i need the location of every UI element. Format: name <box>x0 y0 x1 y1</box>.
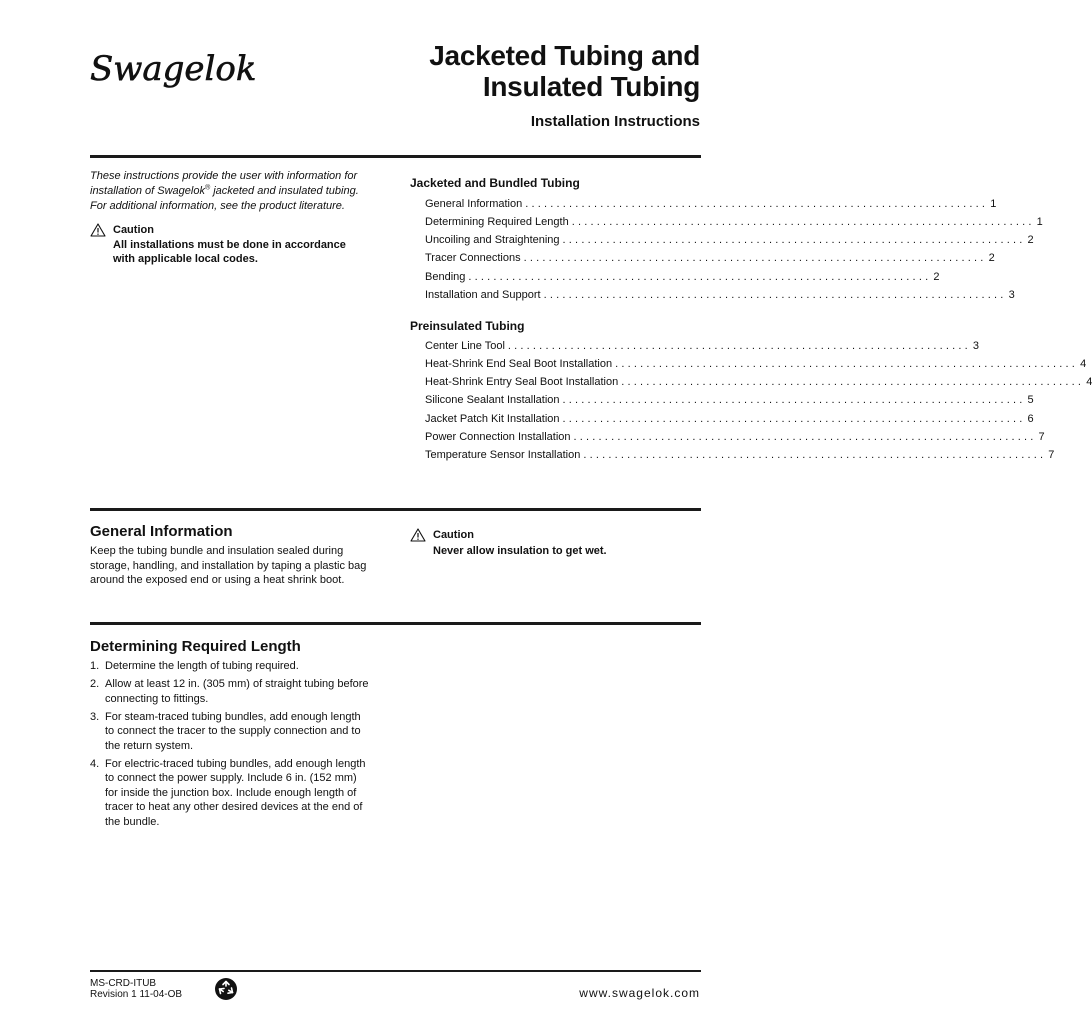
toc-leader-dots: .......................................................................... <box>621 376 1085 389</box>
toc-entry[interactable] <box>425 412 1034 431</box>
toc-entry[interactable] <box>425 270 940 289</box>
intro-line-1: These instructions provide the user with information for <box>90 170 358 182</box>
toc-heading-preinsulated: Preinsulated Tubing <box>410 319 525 333</box>
step-text-line: For electric-traced tubing bundles, add enough length <box>105 757 366 770</box>
recycle-icon <box>214 977 238 1001</box>
toc-list-preinsulated <box>425 340 1092 467</box>
toc-entry-page: 2 <box>1027 234 1034 247</box>
caution-text-line-2: with applicable local codes. <box>113 253 258 265</box>
list-item <box>90 757 390 830</box>
intro-line-2 <box>90 184 380 199</box>
section-title-general-information: General Information <box>90 523 233 540</box>
step-number: 4. <box>90 757 100 770</box>
caution-text-line-1: All installations must be done in accordance <box>113 238 346 251</box>
step-text-line: to connect the tracer to the supply connection and to <box>105 725 361 737</box>
step-number: 3. <box>90 710 100 723</box>
swagelok-logo-mark <box>88 44 257 94</box>
toc-entry-label: Jacket Patch Kit Installation <box>425 412 560 425</box>
footer-divider <box>90 970 701 972</box>
toc-entry-label: Uncoiling and Straightening <box>425 234 560 247</box>
toc-entry-page: 7 <box>1038 430 1045 443</box>
document-code-line-1: MS-CRD-ITUB <box>90 978 157 989</box>
website-link[interactable]: www.swagelok.com <box>579 986 700 1000</box>
step-text-line: the return system. <box>105 739 194 752</box>
toc-leader-dots: .......................................................................... <box>468 270 932 283</box>
intro-line-2-end: jacketed and insulated tubing. <box>210 185 359 197</box>
toc-leader-dots: .......................................................................... <box>583 448 1047 461</box>
list-item <box>90 659 390 674</box>
general-information-paragraph <box>90 544 390 588</box>
toc-entry[interactable] <box>425 252 995 270</box>
intro-paragraph <box>90 169 380 214</box>
step-number: 2. <box>90 678 100 690</box>
caution-label: Caution <box>113 224 154 236</box>
caution-label: Caution <box>433 529 474 541</box>
toc-entry-page: 3 <box>972 340 979 352</box>
toc-entry[interactable] <box>425 358 1087 376</box>
step-number: 1. <box>90 660 100 672</box>
step-text-line: to connect the power supply. Include 6 in. (152 mm) <box>105 772 357 784</box>
document-title <box>280 40 700 102</box>
warning-triangle-icon <box>90 223 106 237</box>
toc-entry[interactable] <box>425 198 997 216</box>
section-divider-required-length <box>90 622 701 625</box>
general-information-line-3: around the exposed end or using a heat shrink boot. <box>90 574 345 586</box>
toc-entry-page: 2 <box>933 270 940 283</box>
toc-entry-label: Heat-Shrink End Seal Boot Installation <box>425 358 613 371</box>
toc-entry[interactable] <box>425 376 1092 394</box>
toc-entry-page: 3 <box>1008 288 1015 301</box>
toc-entry-label: Center Line Tool <box>425 340 505 352</box>
intro-line-2-start: installation of Swagelok <box>90 185 205 197</box>
intro-caution <box>90 223 390 267</box>
toc-leader-dots: .......................................................................... <box>562 394 1026 407</box>
toc-entry-label: Tracer Connections <box>425 252 521 265</box>
toc-entry-label: Bending <box>425 270 466 283</box>
logo-wordmark: Swagelok <box>90 49 257 89</box>
general-information-line-1: Keep the tubing bundle and insulation sealed during <box>90 545 344 557</box>
general-information-caution <box>410 528 700 558</box>
toc-entry-label: Power Connection Installation <box>425 430 571 443</box>
toc-leader-dots: .......................................................................... <box>543 288 1007 301</box>
toc-entry-label: Determining Required Length <box>425 216 569 229</box>
toc-entry[interactable] <box>425 340 979 358</box>
toc-entry-page: 6 <box>1027 412 1034 425</box>
registered-mark: ® <box>204 184 211 192</box>
section-divider-general <box>90 508 701 511</box>
document-title-line-2: Insulated Tubing <box>482 71 700 102</box>
list-item <box>90 677 390 706</box>
required-length-steps <box>90 659 390 833</box>
toc-list-jacketed <box>425 198 1043 307</box>
toc-leader-dots: .......................................................................... <box>562 234 1026 247</box>
section-title-required-length: Determining Required Length <box>90 638 301 655</box>
document-code <box>90 978 182 1000</box>
document-revision: Revision 1 11-04-OB <box>90 989 183 1000</box>
toc-entry[interactable] <box>425 394 1034 412</box>
document-subtitle: Installation Instructions <box>530 113 700 130</box>
toc-entry[interactable] <box>425 216 1043 234</box>
toc-leader-dots: .......................................................................... <box>523 252 987 265</box>
header-divider <box>90 155 701 158</box>
step-text-line: Determine the length of tubing required. <box>105 660 299 672</box>
toc-entry-page: 1 <box>990 198 997 210</box>
step-text-line: Allow at least 12 in. (305 mm) of straight tubing before <box>105 678 369 690</box>
toc-entry-page: 7 <box>1048 448 1055 461</box>
toc-entry-page: 2 <box>988 252 995 265</box>
toc-entry[interactable] <box>425 448 1055 467</box>
toc-entry[interactable] <box>425 430 1045 449</box>
toc-entry-page: 1 <box>1036 216 1043 229</box>
toc-leader-dots: .......................................................................... <box>573 430 1037 443</box>
toc-entry-page: 5 <box>1027 394 1034 407</box>
caution-text: Never allow insulation to get wet. <box>433 544 607 557</box>
step-text-line: for inside the junction box. Include enough length of <box>105 786 357 799</box>
warning-triangle-icon <box>410 528 426 542</box>
intro-line-3: For additional information, see the product literature. <box>90 200 345 212</box>
toc-entry-label: Heat-Shrink Entry Seal Boot Installation <box>425 376 619 389</box>
list-item <box>90 710 390 754</box>
toc-entry-page: 4 <box>1080 358 1087 371</box>
toc-entry-label: Temperature Sensor Installation <box>425 448 581 461</box>
step-text-line: connecting to fittings. <box>105 692 209 705</box>
toc-entry-label: Silicone Sealant Installation <box>425 394 560 407</box>
toc-leader-dots: .......................................................................... <box>571 216 1035 229</box>
step-text-line: the bundle. <box>105 815 160 828</box>
swagelok-logo <box>88 44 257 94</box>
toc-leader-dots: .......................................................................... <box>525 198 989 210</box>
toc-entry[interactable] <box>425 234 1034 252</box>
toc-entry-label: Installation and Support <box>425 288 541 301</box>
toc-leader-dots: .......................................................................... <box>562 412 1026 425</box>
toc-leader-dots: .......................................................................... <box>507 340 971 352</box>
step-text-line: For steam-traced tubing bundles, add enough length <box>105 710 361 723</box>
toc-leader-dots: .......................................................................... <box>615 358 1079 371</box>
general-information-line-2: storage, handling, and installation by taping a plastic bag <box>90 559 367 572</box>
toc-entry[interactable] <box>425 288 1015 307</box>
toc-heading-jacketed: Jacketed and Bundled Tubing <box>410 176 580 190</box>
toc-entry-page: 4 <box>1086 376 1092 389</box>
document-title-line-1: Jacketed Tubing and <box>429 40 700 71</box>
toc-entry-label: General Information <box>425 198 523 210</box>
step-text-line: tracer to heat any other desired devices at the end of <box>105 801 363 813</box>
